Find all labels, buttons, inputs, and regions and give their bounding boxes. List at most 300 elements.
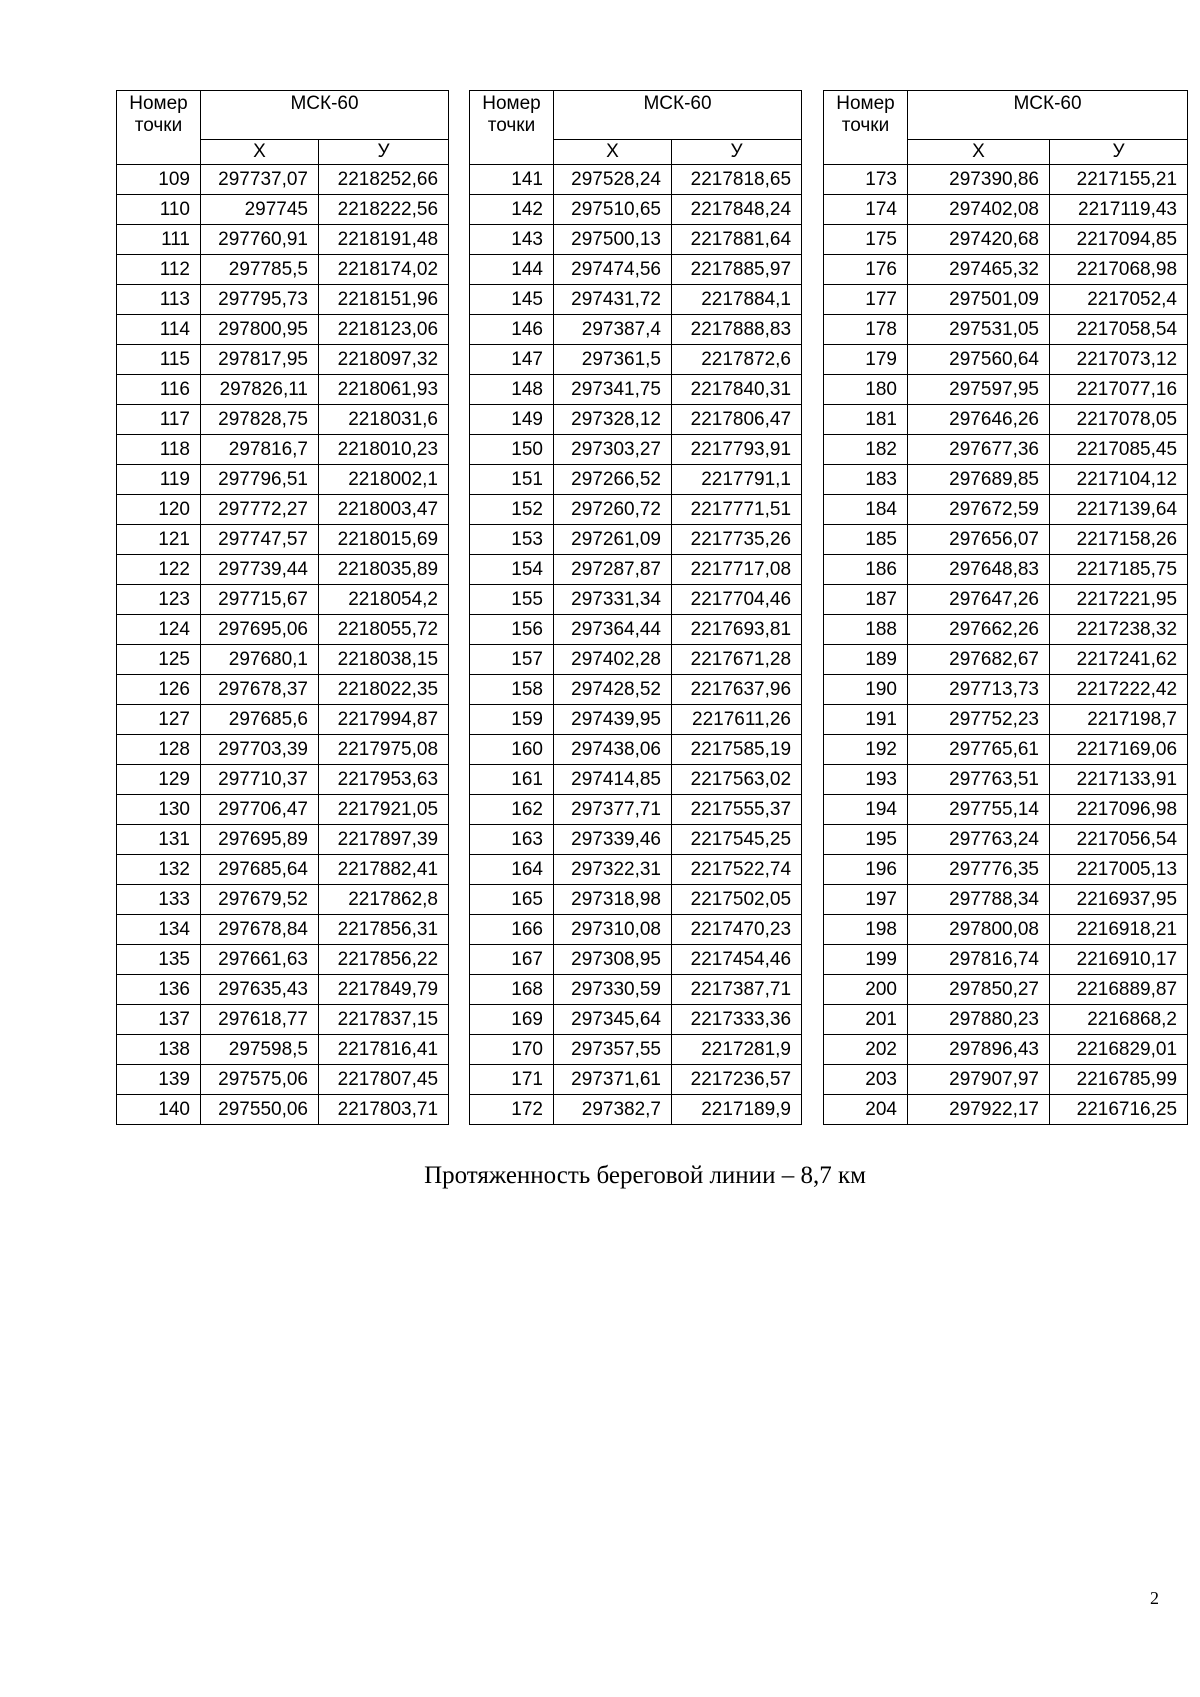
x-coordinate-cell: 297474,56: [554, 255, 672, 285]
table-row: [117, 555, 449, 585]
x-coordinate-cell: 297795,73: [201, 285, 319, 315]
y-coordinate-cell: 2216889,87: [1050, 975, 1188, 1005]
table-row: [824, 165, 1188, 195]
point-number-cell: 193: [824, 765, 908, 795]
point-number-cell: 124: [117, 615, 201, 645]
y-coordinate-cell: 2217884,1: [672, 285, 802, 315]
x-coordinate-cell: 297800,95: [201, 315, 319, 345]
x-coordinate-cell: 297662,26: [908, 615, 1050, 645]
y-coordinate-cell: 2216910,17: [1050, 945, 1188, 975]
y-coordinate-cell: 2218002,1: [319, 465, 449, 495]
point-number-cell: 134: [117, 915, 201, 945]
y-coordinate-cell: 2217241,62: [1050, 645, 1188, 675]
x-coordinate-cell: 297706,47: [201, 795, 319, 825]
point-number-cell: 185: [824, 525, 908, 555]
point-number-cell: 165: [470, 885, 554, 915]
table-row: [117, 675, 449, 705]
table-header-row: [470, 91, 802, 140]
x-coordinate-cell: 297850,27: [908, 975, 1050, 1005]
y-coordinate-cell: 2217198,7: [1050, 705, 1188, 735]
table-row: [470, 1095, 802, 1125]
table-row: [117, 465, 449, 495]
x-coordinate-cell: 297739,44: [201, 555, 319, 585]
y-coordinate-cell: 2217058,54: [1050, 315, 1188, 345]
point-number-cell: 119: [117, 465, 201, 495]
y-coordinate-cell: 2217085,45: [1050, 435, 1188, 465]
point-number-cell: 120: [117, 495, 201, 525]
table-row: [117, 645, 449, 675]
x-coordinate-cell: 297318,98: [554, 885, 672, 915]
point-number-cell: 131: [117, 825, 201, 855]
point-number-cell: 116: [117, 375, 201, 405]
x-coordinate-cell: 297763,51: [908, 765, 1050, 795]
x-coordinate-cell: 297560,64: [908, 345, 1050, 375]
point-number-cell: 147: [470, 345, 554, 375]
table-row: [470, 195, 802, 225]
point-number-cell: 149: [470, 405, 554, 435]
x-coordinate-cell: 297261,09: [554, 525, 672, 555]
y-coordinate-cell: 2217671,28: [672, 645, 802, 675]
y-coordinate-cell: 2217975,08: [319, 735, 449, 765]
table-row: [117, 915, 449, 945]
y-coordinate-cell: 2217078,05: [1050, 405, 1188, 435]
x-coordinate-cell: 297685,6: [201, 705, 319, 735]
x-coordinate-cell: 297922,17: [908, 1095, 1050, 1125]
table-row: [470, 765, 802, 795]
point-number-cell: 145: [470, 285, 554, 315]
y-coordinate-cell: 2217840,31: [672, 375, 802, 405]
x-coordinate-cell: 297737,07: [201, 165, 319, 195]
table-row: [470, 435, 802, 465]
x-coordinate-cell: 297510,65: [554, 195, 672, 225]
y-coordinate-cell: 2218174,02: [319, 255, 449, 285]
point-number-cell: 171: [470, 1065, 554, 1095]
point-number-cell: 169: [470, 1005, 554, 1035]
x-coordinate-cell: 297377,71: [554, 795, 672, 825]
point-number-cell: 164: [470, 855, 554, 885]
y-coordinate-cell: 2217704,46: [672, 585, 802, 615]
y-coordinate-cell: 2217221,95: [1050, 585, 1188, 615]
y-coordinate-cell: 2218222,56: [319, 195, 449, 225]
table-row: [117, 225, 449, 255]
point-number-cell: 161: [470, 765, 554, 795]
y-coordinate-cell: 2217073,12: [1050, 345, 1188, 375]
y-coordinate-cell: 2218055,72: [319, 615, 449, 645]
table-row: [824, 435, 1188, 465]
y-coordinate-cell: 2217881,64: [672, 225, 802, 255]
y-coordinate-cell: 2217793,91: [672, 435, 802, 465]
point-number-cell: 199: [824, 945, 908, 975]
x-coordinate-cell: 297575,06: [201, 1065, 319, 1095]
y-coordinate-cell: 2217281,9: [672, 1035, 802, 1065]
table-row: [117, 585, 449, 615]
point-number-cell: 129: [117, 765, 201, 795]
y-coordinate-cell: 2217502,05: [672, 885, 802, 915]
y-coordinate-cell: 2217104,12: [1050, 465, 1188, 495]
point-number-cell: 146: [470, 315, 554, 345]
point-number-cell: 118: [117, 435, 201, 465]
x-coordinate-cell: 297647,26: [908, 585, 1050, 615]
point-number-cell: 109: [117, 165, 201, 195]
y-coordinate-cell: 2217096,98: [1050, 795, 1188, 825]
table-row: [470, 915, 802, 945]
y-coordinate-cell: 2218252,66: [319, 165, 449, 195]
x-coordinate-cell: 297685,64: [201, 855, 319, 885]
coordinate-table-3: [823, 90, 1188, 1125]
y-coordinate-cell: 2217921,05: [319, 795, 449, 825]
point-number-cell: 158: [470, 675, 554, 705]
table-row: [470, 225, 802, 255]
x-coordinate-cell: 297788,34: [908, 885, 1050, 915]
table-row: [470, 675, 802, 705]
y-coordinate-cell: 2216716,25: [1050, 1095, 1188, 1125]
x-coordinate-cell: 297331,34: [554, 585, 672, 615]
y-coordinate-cell: 2217953,63: [319, 765, 449, 795]
table-row: [824, 735, 1188, 765]
y-coordinate-cell: 2217882,41: [319, 855, 449, 885]
x-coordinate-cell: 297679,52: [201, 885, 319, 915]
point-number-cell: 156: [470, 615, 554, 645]
x-coordinate-cell: 297772,27: [201, 495, 319, 525]
y-coordinate-cell: 2218015,69: [319, 525, 449, 555]
x-coordinate-cell: 297661,63: [201, 945, 319, 975]
point-number-cell: 160: [470, 735, 554, 765]
x-coordinate-cell: 297695,06: [201, 615, 319, 645]
table-row: [824, 375, 1188, 405]
table-row: [117, 1035, 449, 1065]
point-number-cell: 121: [117, 525, 201, 555]
table-row: [117, 1095, 449, 1125]
table-row: [470, 945, 802, 975]
y-coordinate-cell: 2217637,96: [672, 675, 802, 705]
x-coordinate-cell: 297760,91: [201, 225, 319, 255]
y-coordinate-cell: 2217856,31: [319, 915, 449, 945]
point-number-cell: 194: [824, 795, 908, 825]
y-coordinate-cell: 2217807,45: [319, 1065, 449, 1095]
x-coordinate-cell: 297752,23: [908, 705, 1050, 735]
y-coordinate-cell: 2218010,23: [319, 435, 449, 465]
x-coordinate-cell: 297618,77: [201, 1005, 319, 1035]
point-number-cell: 152: [470, 495, 554, 525]
point-number-cell: 128: [117, 735, 201, 765]
coordinate-table-1: [116, 90, 449, 1125]
y-coordinate-cell: 2217056,54: [1050, 825, 1188, 855]
table-row: [470, 975, 802, 1005]
y-coordinate-cell: 2218123,06: [319, 315, 449, 345]
y-coordinate-cell: 2217717,08: [672, 555, 802, 585]
table-row: [117, 375, 449, 405]
x-coordinate-cell: 297402,08: [908, 195, 1050, 225]
table-row: [470, 495, 802, 525]
point-number-cell: 135: [117, 945, 201, 975]
x-coordinate-cell: 297500,13: [554, 225, 672, 255]
table-row: [824, 1035, 1188, 1065]
point-number-cell: 174: [824, 195, 908, 225]
table-row: [117, 975, 449, 1005]
y-coordinate-cell: 2217238,32: [1050, 615, 1188, 645]
table-row: [470, 855, 802, 885]
table-row: [824, 795, 1188, 825]
y-coordinate-cell: 2218061,93: [319, 375, 449, 405]
x-coordinate-cell: 297438,06: [554, 735, 672, 765]
y-coordinate-cell: 2217611,26: [672, 705, 802, 735]
point-number-cell: 112: [117, 255, 201, 285]
table-row: [824, 405, 1188, 435]
page-number: 2: [1150, 1588, 1159, 1608]
x-coordinate-cell: 297646,26: [908, 405, 1050, 435]
point-number-cell: 166: [470, 915, 554, 945]
x-coordinate-cell: 297310,08: [554, 915, 672, 945]
x-coordinate-cell: 297303,27: [554, 435, 672, 465]
x-coordinate-cell: 297382,7: [554, 1095, 672, 1125]
y-coordinate-cell: 2218151,96: [319, 285, 449, 315]
x-coordinate-cell: 297308,95: [554, 945, 672, 975]
x-coordinate-cell: 297713,73: [908, 675, 1050, 705]
x-coordinate-cell: 297322,31: [554, 855, 672, 885]
point-number-cell: 188: [824, 615, 908, 645]
table-row: [824, 915, 1188, 945]
y-header: У: [672, 140, 802, 165]
table-row: [117, 315, 449, 345]
point-number-cell: 201: [824, 1005, 908, 1035]
table-row: [470, 735, 802, 765]
y-coordinate-cell: 2218097,32: [319, 345, 449, 375]
table-row: [117, 705, 449, 735]
table-row: [470, 285, 802, 315]
table-row: [824, 705, 1188, 735]
table-row: [470, 1035, 802, 1065]
x-coordinate-cell: 297287,87: [554, 555, 672, 585]
table-row: [117, 765, 449, 795]
point-number-cell: 186: [824, 555, 908, 585]
coordinate-system-header: МСК-60: [908, 91, 1188, 140]
point-number-cell: 140: [117, 1095, 201, 1125]
y-coordinate-cell: 2217693,81: [672, 615, 802, 645]
x-coordinate-cell: 297420,68: [908, 225, 1050, 255]
point-number-cell: 170: [470, 1035, 554, 1065]
x-coordinate-cell: 297431,72: [554, 285, 672, 315]
y-coordinate-cell: 2217818,65: [672, 165, 802, 195]
x-coordinate-cell: 297816,7: [201, 435, 319, 465]
table-row: [117, 825, 449, 855]
x-coordinate-cell: 297598,5: [201, 1035, 319, 1065]
x-coordinate-cell: 297715,67: [201, 585, 319, 615]
table-row: [824, 585, 1188, 615]
y-coordinate-cell: 2217169,06: [1050, 735, 1188, 765]
y-coordinate-cell: 2217454,46: [672, 945, 802, 975]
point-number-cell: 179: [824, 345, 908, 375]
table-row: [824, 255, 1188, 285]
y-coordinate-cell: 2217888,83: [672, 315, 802, 345]
point-number-cell: 163: [470, 825, 554, 855]
y-header: У: [1050, 140, 1188, 165]
point-number-cell: 200: [824, 975, 908, 1005]
x-coordinate-cell: 297776,35: [908, 855, 1050, 885]
point-number-cell: 115: [117, 345, 201, 375]
y-coordinate-cell: 2217791,1: [672, 465, 802, 495]
point-number-cell: 189: [824, 645, 908, 675]
point-number-cell: 155: [470, 585, 554, 615]
x-coordinate-cell: 297439,95: [554, 705, 672, 735]
point-number-cell: 133: [117, 885, 201, 915]
x-coordinate-cell: 297531,05: [908, 315, 1050, 345]
x-coordinate-cell: 297387,4: [554, 315, 672, 345]
table-row: [824, 345, 1188, 375]
point-number-cell: 139: [117, 1065, 201, 1095]
x-coordinate-cell: 297745: [201, 195, 319, 225]
x-coordinate-cell: 297678,37: [201, 675, 319, 705]
point-number-cell: 198: [824, 915, 908, 945]
shoreline-length-caption: Протяженность береговой линии – 8,7 км: [424, 1162, 866, 1189]
x-coordinate-cell: 297266,52: [554, 465, 672, 495]
x-coordinate-cell: 297826,11: [201, 375, 319, 405]
y-coordinate-cell: 2216785,99: [1050, 1065, 1188, 1095]
table-row: [824, 225, 1188, 255]
point-number-cell: 203: [824, 1065, 908, 1095]
point-number-cell: 142: [470, 195, 554, 225]
point-number-cell: 117: [117, 405, 201, 435]
y-coordinate-cell: 2217806,47: [672, 405, 802, 435]
y-coordinate-cell: 2218003,47: [319, 495, 449, 525]
table-row: [117, 885, 449, 915]
table-row: [117, 525, 449, 555]
x-coordinate-cell: 297330,59: [554, 975, 672, 1005]
table-row: [470, 885, 802, 915]
y-coordinate-cell: 2217862,8: [319, 885, 449, 915]
point-number-cell: 197: [824, 885, 908, 915]
x-coordinate-cell: 297390,86: [908, 165, 1050, 195]
point-number-cell: 187: [824, 585, 908, 615]
y-coordinate-cell: 2217133,91: [1050, 765, 1188, 795]
y-coordinate-cell: 2218031,6: [319, 405, 449, 435]
x-coordinate-cell: 297677,36: [908, 435, 1050, 465]
y-coordinate-cell: 2216918,21: [1050, 915, 1188, 945]
x-coordinate-cell: 297428,52: [554, 675, 672, 705]
x-coordinate-cell: 297260,72: [554, 495, 672, 525]
x-header: X: [908, 140, 1050, 165]
x-header: X: [201, 140, 319, 165]
point-number-cell: 111: [117, 225, 201, 255]
point-number-cell: 148: [470, 375, 554, 405]
point-number-cell: 113: [117, 285, 201, 315]
point-number-cell: 176: [824, 255, 908, 285]
point-number-cell: 159: [470, 705, 554, 735]
table-row: [470, 615, 802, 645]
x-coordinate-cell: 297763,24: [908, 825, 1050, 855]
point-number-header: Номер точки: [117, 91, 201, 165]
table-row: [470, 255, 802, 285]
x-coordinate-cell: 297907,97: [908, 1065, 1050, 1095]
table-row: [470, 645, 802, 675]
x-coordinate-cell: 297800,08: [908, 915, 1050, 945]
point-number-cell: 202: [824, 1035, 908, 1065]
point-number-cell: 180: [824, 375, 908, 405]
y-coordinate-cell: 2217139,64: [1050, 495, 1188, 525]
table-row: [824, 555, 1188, 585]
point-number-cell: 137: [117, 1005, 201, 1035]
table-row: [824, 615, 1188, 645]
y-coordinate-cell: 2217185,75: [1050, 555, 1188, 585]
y-coordinate-cell: 2217005,13: [1050, 855, 1188, 885]
y-coordinate-cell: 2218054,2: [319, 585, 449, 615]
x-coordinate-cell: 297402,28: [554, 645, 672, 675]
table-row: [470, 405, 802, 435]
table-row: [470, 825, 802, 855]
table-row: [117, 735, 449, 765]
y-coordinate-cell: 2217236,57: [672, 1065, 802, 1095]
y-coordinate-cell: 2216937,95: [1050, 885, 1188, 915]
y-coordinate-cell: 2216868,2: [1050, 1005, 1188, 1035]
y-coordinate-cell: 2217885,97: [672, 255, 802, 285]
point-number-cell: 143: [470, 225, 554, 255]
y-coordinate-cell: 2217555,37: [672, 795, 802, 825]
x-coordinate-cell: 297682,67: [908, 645, 1050, 675]
x-coordinate-cell: 297465,32: [908, 255, 1050, 285]
table-row: [117, 945, 449, 975]
x-coordinate-cell: 297785,5: [201, 255, 319, 285]
x-coordinate-cell: 297828,75: [201, 405, 319, 435]
point-number-cell: 136: [117, 975, 201, 1005]
table-row: [824, 1065, 1188, 1095]
table-row: [824, 1005, 1188, 1035]
x-coordinate-cell: 297597,95: [908, 375, 1050, 405]
coordinate-system-header: МСК-60: [554, 91, 802, 140]
y-coordinate-cell: 2217856,22: [319, 945, 449, 975]
y-coordinate-cell: 2217545,25: [672, 825, 802, 855]
y-coordinate-cell: 2217522,74: [672, 855, 802, 885]
table-row: [470, 465, 802, 495]
x-coordinate-cell: 297635,43: [201, 975, 319, 1005]
y-coordinate-cell: 2217803,71: [319, 1095, 449, 1125]
table-row: [470, 525, 802, 555]
table-row: [470, 585, 802, 615]
y-coordinate-cell: 2217994,87: [319, 705, 449, 735]
x-coordinate-cell: 297672,59: [908, 495, 1050, 525]
y-coordinate-cell: 2217816,41: [319, 1035, 449, 1065]
table-row: [824, 825, 1188, 855]
point-number-cell: 181: [824, 405, 908, 435]
y-coordinate-cell: 2218022,35: [319, 675, 449, 705]
point-number-cell: 138: [117, 1035, 201, 1065]
point-number-header: Номер точки: [824, 91, 908, 165]
y-coordinate-cell: 2218191,48: [319, 225, 449, 255]
y-coordinate-cell: 2217068,98: [1050, 255, 1188, 285]
table-row: [470, 165, 802, 195]
y-coordinate-cell: 2217563,02: [672, 765, 802, 795]
table-row: [824, 975, 1188, 1005]
table-row: [117, 495, 449, 525]
x-coordinate-cell: 297371,61: [554, 1065, 672, 1095]
point-number-cell: 192: [824, 735, 908, 765]
table-row: [824, 315, 1188, 345]
point-number-cell: 177: [824, 285, 908, 315]
table-row: [824, 885, 1188, 915]
y-coordinate-cell: 2217158,26: [1050, 525, 1188, 555]
point-number-cell: 153: [470, 525, 554, 555]
x-coordinate-cell: 297339,46: [554, 825, 672, 855]
x-coordinate-cell: 297765,61: [908, 735, 1050, 765]
point-number-cell: 167: [470, 945, 554, 975]
y-coordinate-cell: 2217735,26: [672, 525, 802, 555]
table-row: [117, 255, 449, 285]
table-row: [470, 1065, 802, 1095]
point-number-cell: 122: [117, 555, 201, 585]
point-number-cell: 114: [117, 315, 201, 345]
coordinate-table-2: [469, 90, 802, 1125]
y-coordinate-cell: 2217872,6: [672, 345, 802, 375]
x-coordinate-cell: 297816,74: [908, 945, 1050, 975]
table-row: [117, 285, 449, 315]
